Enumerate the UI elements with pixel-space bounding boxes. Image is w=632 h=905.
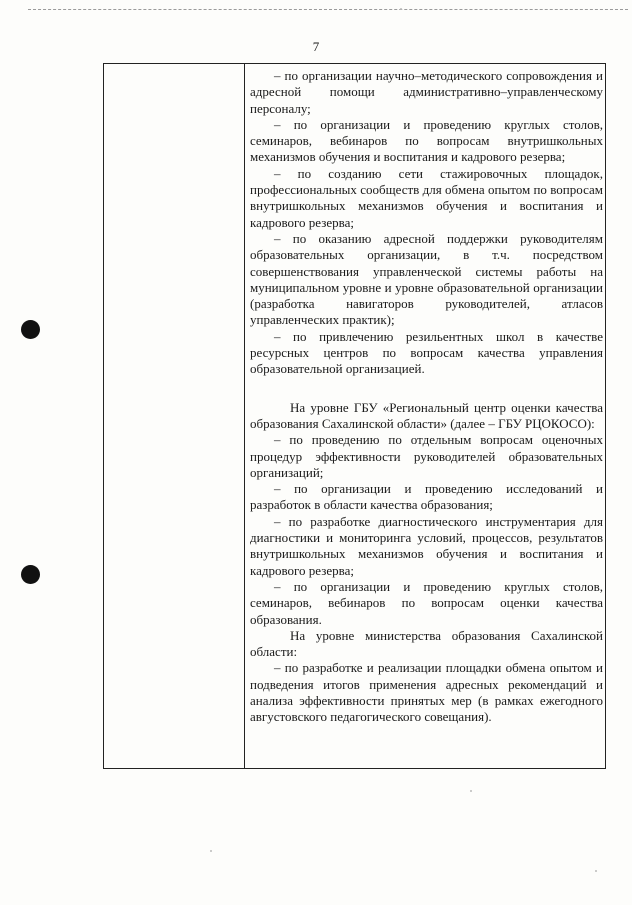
paragraph-gap (250, 378, 603, 400)
text-cell (250, 68, 603, 726)
section-heading-gbu: На уровне ГБУ «Региональный центр оценки качества образования Сахалинской области» (далее – ГБУ РЦОКОСО): (250, 399, 603, 431)
page-number: 7 (312, 39, 320, 54)
list-item: – по проведению по отдельным вопросам оценочных процедур эффективности руководителей образовательных организаций; (250, 432, 603, 480)
scan-speck (595, 870, 597, 872)
list-item: – по организации и проведению круглых столов, семинаров, вебинаров по вопросам оценки качества образования. (250, 578, 603, 627)
list-item: – по организации и проведению исследований и разработок в области качества образования; (250, 481, 603, 513)
scan-speck (400, 8, 402, 10)
scan-speck (210, 850, 212, 852)
scan-speck (470, 790, 472, 792)
list-item: – по привлечению резильентных школ в качестве ресурсных центров по вопросам качества управления образовательной организацией. (250, 328, 603, 377)
list-item: – по оказанию адресной поддержки руководителям образовательных организации, в т.ч. посредством совершенствования управленческой системы работы на муниципальном уровне и уровне образовательной организации (разработка навигаторов руководителей, атласов управленческих практик); (250, 230, 603, 328)
list-item: – по разработке и реализации площадки обмена опытом и подведения итогов применения адресных рекомендаций и анализа эффективности принятых мер (в рамках ежегодного августовского педагогического совещания). (250, 660, 603, 725)
list-item: – по организации и проведению круглых столов, семинаров, вебинаров по вопросам внутришкольных механизмов обучения и воспитания и кадрового резерва; (250, 116, 603, 165)
list-item: – по созданию сети стажировочных площадок, профессиональных сообществ для обмена опытом по вопросам внутришкольных механизмов обучения и воспитания и кадрового резерва; (250, 165, 603, 230)
punch-hole-lower (21, 565, 40, 584)
list-item: – по организации научно–методического сопровождения и адресной помощи административно–управленческому персоналу; (250, 68, 603, 116)
content-table (103, 63, 606, 769)
top-scan-rule (28, 9, 628, 10)
punch-hole-upper (21, 320, 40, 339)
section-heading-ministry: На уровне министерства образования Сахалинской области: (250, 627, 603, 660)
list-item: – по разработке диагностического инструментария для диагностики и мониторинга условий, процессов, результатов внутришкольных механизмов обучения и воспитания и кадрового резерва; (250, 513, 603, 578)
empty-left-cell (104, 64, 245, 768)
